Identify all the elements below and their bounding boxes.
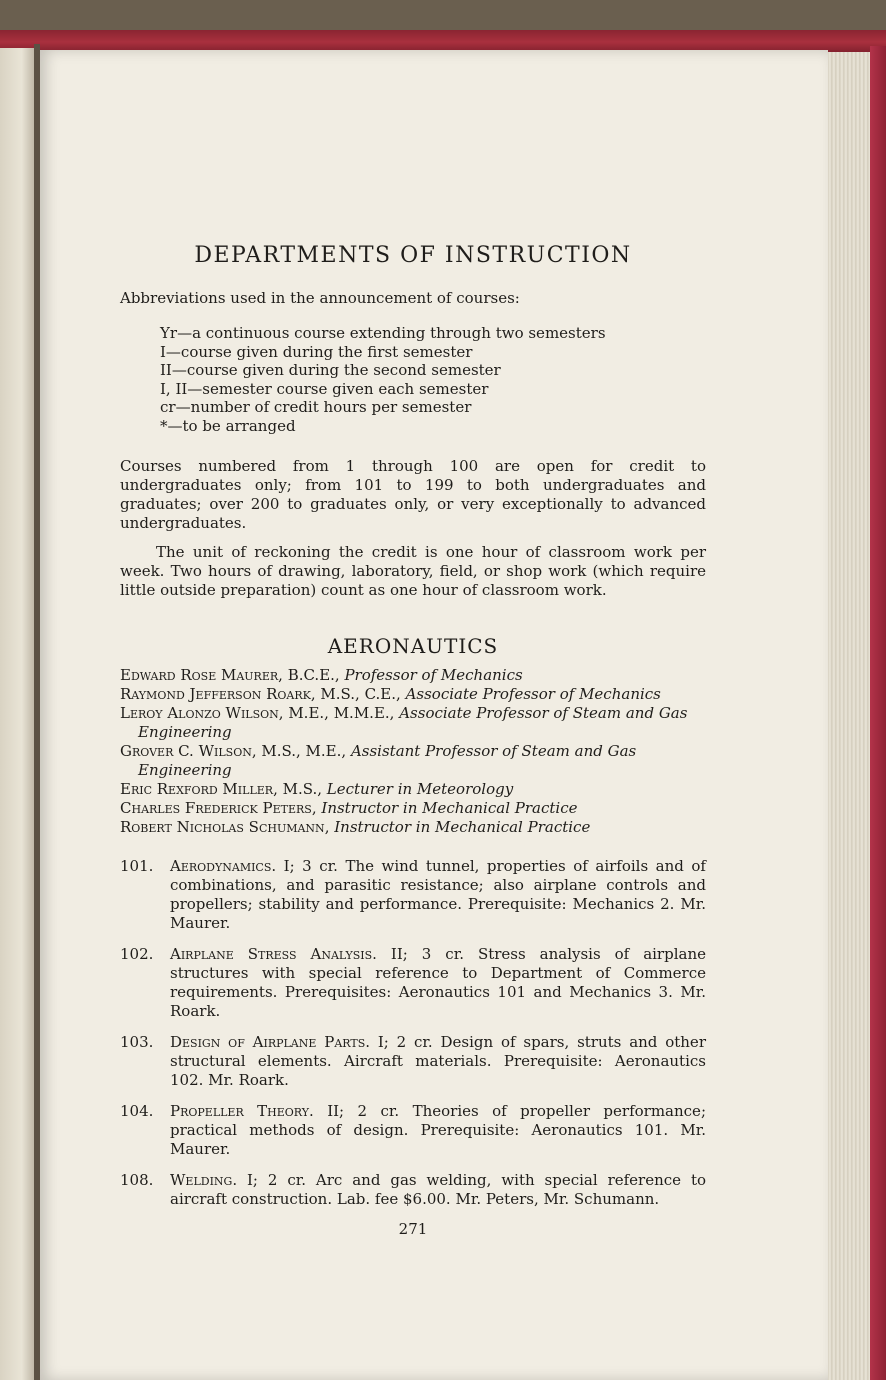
faculty-degrees: , xyxy=(324,818,335,836)
faculty-name: Raymond Jefferson Roark xyxy=(120,685,311,703)
faculty-list xyxy=(120,666,706,837)
faculty-entry xyxy=(120,818,706,837)
abbreviation-item: cr—number of credit hours per semester xyxy=(160,398,472,416)
course-entry xyxy=(120,1102,706,1159)
course-number: 101. xyxy=(120,857,154,875)
page-content xyxy=(120,236,706,1221)
course-text: I; 2 cr. Arc and gas welding, with special reference to aircraft construction. Lab. fee $6.00. Mr. Peters, Mr. Schumann. xyxy=(170,1171,706,1208)
course-entry xyxy=(120,857,706,933)
faculty-degrees: , xyxy=(311,799,322,817)
abbreviation-item: Yr—a continuous course extending through two semesters xyxy=(160,324,606,342)
faculty-entry xyxy=(120,704,706,742)
faculty-title: Associate Professor of Steam and Gas Engineering xyxy=(138,704,688,741)
course-description xyxy=(170,857,706,933)
faculty-entry xyxy=(120,666,706,685)
abbreviation-item: II—course given during the second semester xyxy=(160,361,501,379)
faculty-title: Associate Professor of Mechanics xyxy=(405,685,661,703)
abbreviations-intro: Abbreviations used in the announcement of courses: xyxy=(120,289,520,307)
faculty-title: Instructor in Mechanical Practice xyxy=(321,799,578,817)
course-name: Design of Airplane Parts. xyxy=(170,1033,370,1051)
course-text: II; 2 cr. Theories of propeller performance; practical methods of design. Prerequisite: Aeronautics 101. Mr. Maurer. xyxy=(170,1102,706,1158)
course-entry xyxy=(120,1171,706,1209)
faculty-entry xyxy=(120,742,706,780)
course-description xyxy=(170,1171,706,1209)
course-entry xyxy=(120,1033,706,1090)
facing-page-edge xyxy=(0,48,36,1380)
faculty-name: Edward Rose Maurer xyxy=(120,666,279,684)
course-name: Welding. xyxy=(170,1171,238,1189)
course-number: 103. xyxy=(120,1033,154,1051)
course-description xyxy=(170,945,706,1021)
abbreviation-item: *—to be arranged xyxy=(160,416,296,435)
faculty-title: Assistant Professor of Steam and Gas Engineering xyxy=(138,742,637,779)
faculty-name: Eric Rexford Miller xyxy=(120,780,274,798)
course-text: I; 2 cr. Design of spars, struts and other structural elements. Aircraft materials. Prerequisite: Aeronautics 102. Mr. Roark. xyxy=(170,1033,706,1089)
course-numbering-paragraph: Courses numbered from 1 through 100 are open for credit to undergraduates only; from 101 to 199 to both undergraduates and graduates; over 200 to graduates only, or very exceptionally to advanced undergraduates. xyxy=(120,457,706,532)
faculty-degrees: , M.S., xyxy=(273,780,327,798)
course-number: 108. xyxy=(120,1171,154,1189)
course-name: Aerodynamics. xyxy=(170,857,277,875)
faculty-title: Professor of Mechanics xyxy=(344,666,523,684)
faculty-name: Charles Frederick Peters xyxy=(120,799,312,817)
faculty-degrees: , B.C.E., xyxy=(278,666,345,684)
section-title-aeronautics: AERONAUTICS xyxy=(327,634,499,658)
credit-unit-paragraph: The unit of reckoning the credit is one hour of classroom work per week. Two hours of drawing, laboratory, field, or shop work (which require little outside preparation) count as one hour of classroom work. xyxy=(120,543,706,599)
course-description xyxy=(170,1102,706,1159)
faculty-name: Robert Nicholas Schumann xyxy=(120,818,325,836)
faculty-entry xyxy=(120,799,706,818)
course-description xyxy=(170,1033,706,1090)
course-text: I; 3 cr. The wind tunnel, properties of airfoils and of combinations, and parasitic resistance; also airplane controls and propellers; stability and performance. Prerequisite: Mechanics 2. Mr. Maurer. xyxy=(170,857,706,932)
course-number: 102. xyxy=(120,945,154,963)
book-cover-right xyxy=(870,46,886,1380)
book-page xyxy=(40,50,828,1380)
faculty-name: Leroy Alonzo Wilson xyxy=(120,704,279,722)
faculty-title: Instructor in Mechanical Practice xyxy=(334,818,591,836)
abbreviation-item: I, II—semester course given each semester xyxy=(160,379,489,398)
faculty-name: Grover C. Wilson xyxy=(120,742,252,760)
course-name: Airplane Stress Analysis. xyxy=(170,945,377,963)
faculty-title: Lecturer in Meteorology xyxy=(326,780,514,798)
abbreviations-list xyxy=(160,324,706,435)
course-number: 104. xyxy=(120,1102,154,1120)
faculty-degrees: , M.E., M.M.E., xyxy=(278,704,400,722)
page-number: 271 xyxy=(398,1220,428,1238)
faculty-degrees: , M.S., M.E., xyxy=(251,742,351,760)
course-name: Propeller Theory. xyxy=(170,1102,314,1120)
abbreviation-item: I—course given during the first semester xyxy=(160,342,473,361)
faculty-degrees: , M.S., C.E., xyxy=(310,685,406,703)
course-text: II; 3 cr. Stress analysis of airplane structures with special reference to Department of Commerce requirements. Prerequisites: Aeronautics 101 and Mechanics 3. Mr. Roark. xyxy=(170,945,706,1020)
page-title: DEPARTMENTS OF INSTRUCTION xyxy=(194,243,632,268)
faculty-entry xyxy=(120,685,706,704)
course-list xyxy=(120,857,706,1209)
faculty-entry xyxy=(120,780,706,799)
course-entry xyxy=(120,945,706,1021)
